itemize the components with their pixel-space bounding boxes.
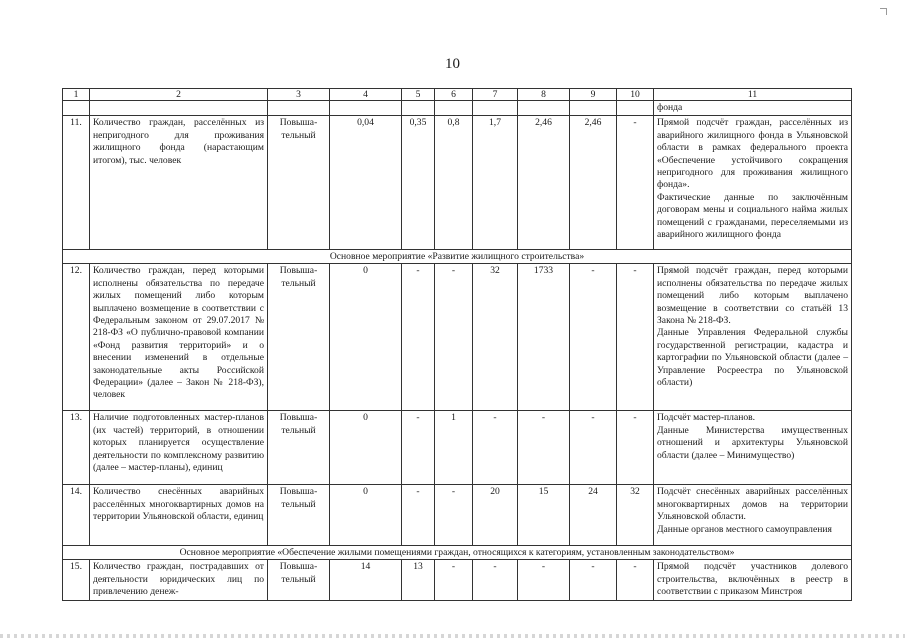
table-cell: - bbox=[617, 560, 654, 600]
table-cell: - bbox=[617, 411, 654, 485]
table-cell bbox=[90, 101, 268, 116]
table-body bbox=[63, 101, 852, 601]
indicators-table bbox=[62, 88, 852, 601]
table-cell: 0,8 bbox=[435, 116, 473, 250]
table-cell: - bbox=[435, 560, 473, 600]
table-cell: фонда bbox=[654, 101, 852, 116]
table-cell: - bbox=[570, 264, 617, 411]
table-cell: 0 bbox=[330, 485, 402, 546]
header-cell: 9 bbox=[570, 89, 617, 101]
section-title: Основное мероприятие «Обеспечение жилыми помещениями граждан, относящихся к категориям, установленным законодательством» bbox=[63, 546, 852, 560]
table-cell: 1,7 bbox=[473, 116, 518, 250]
table-cell: Повыша- тельный bbox=[268, 411, 330, 485]
table-cell: 14 bbox=[330, 560, 402, 600]
header-cell: 4 bbox=[330, 89, 402, 101]
header-cell: 1 bbox=[63, 89, 90, 101]
table-cell: - bbox=[402, 485, 435, 546]
header-cell: 10 bbox=[617, 89, 654, 101]
table-cell: Прямой подсчёт граждан, перед которыми исполнены обязательства по передаче жилых помещений либо которым выплачено возмещение в соответствии со статьёй 13 Закона № 218-ФЗ. Данные Управления Федеральной службы государственной регистрации, кадастра и картографии по Ульяновской области (далее – Управление Росреестра по Ульяновской области) bbox=[654, 264, 852, 411]
table-cell: Повыша- тельный bbox=[268, 485, 330, 546]
table-cell: Количество граждан, перед которыми исполнены обязательства по передаче жилых помещений либо которым выплачено возмещение в соответствии с Федеральным законом от 29.07.2017 № 218-ФЗ «О публично-правовой компании «Фонд развития территорий» и о внесении изменений в отдельные законодательные акты Российской Федерации» (далее – Закон № 218-ФЗ), человек bbox=[90, 264, 268, 411]
table-cell: 0,35 bbox=[402, 116, 435, 250]
table-cell: 14. bbox=[63, 485, 90, 546]
table-cell bbox=[617, 101, 654, 116]
table-cell: 12. bbox=[63, 264, 90, 411]
header-cell: 5 bbox=[402, 89, 435, 101]
table-cell: 11. bbox=[63, 116, 90, 250]
table-cell: Количество граждан, пострадавших от деятельности юридических лиц по привлечению денеж- bbox=[90, 560, 268, 600]
table-cell bbox=[63, 101, 90, 116]
header-cell: 6 bbox=[435, 89, 473, 101]
table-cell: - bbox=[570, 411, 617, 485]
table-cell: 1 bbox=[435, 411, 473, 485]
page-number: 10 bbox=[445, 56, 460, 72]
table-cell: - bbox=[402, 411, 435, 485]
table-cell: - bbox=[617, 116, 654, 250]
table-cell: Наличие подготовленных мастер-планов (их частей) территорий, в отношении которых планируется осуществление деятельности по комплексному развитию (далее – мастер-планы), единиц bbox=[90, 411, 268, 485]
table-cell: Повыша- тельный bbox=[268, 116, 330, 250]
header-cell: 3 bbox=[268, 89, 330, 101]
header-cell: 8 bbox=[518, 89, 570, 101]
header-cell: 7 bbox=[473, 89, 518, 101]
table-cell bbox=[518, 101, 570, 116]
table-cell: - bbox=[617, 264, 654, 411]
table-cell: 1733 bbox=[518, 264, 570, 411]
table-cell: 0 bbox=[330, 264, 402, 411]
table-cell: - bbox=[402, 264, 435, 411]
table-cell: 20 bbox=[473, 485, 518, 546]
table-cell: 0 bbox=[330, 411, 402, 485]
table-cell: Количество снесённых аварийных расселённых многоквартирных домов на территории Ульяновской области, единиц bbox=[90, 485, 268, 546]
table-cell: Повыша- тельный bbox=[268, 264, 330, 411]
scan-artifact bbox=[0, 634, 905, 638]
table-cell: Прямой подсчёт граждан, расселённых из аварийного жилищного фонда в Ульяновской области в рамках федерального проекта «Обеспечение устойчивого сокращения непригодного для проживания жилищного фонда». Фактические данные по заключённым договорам мены и социального найма жилых помещений с гражданами, переселяемыми из аварийного жилищного фонда bbox=[654, 116, 852, 250]
table-cell: Подсчёт мастер-планов. Данные Министерства имущественных отношений и архитектуры Ульяновской области (далее – Минимущество) bbox=[654, 411, 852, 485]
table-cell: Подсчёт снесённых аварийных расселённых многоквартирных домов на территории Ульяновской области. Данные органов местного самоуправления bbox=[654, 485, 852, 546]
table-row bbox=[63, 101, 852, 116]
corner-mark bbox=[880, 8, 887, 15]
table-cell: - bbox=[435, 485, 473, 546]
table-cell: Прямой подсчёт участников долевого строительства, включённых в реестр в соответствии с приказом Минстроя bbox=[654, 560, 852, 600]
table-row bbox=[63, 264, 852, 411]
section-row bbox=[63, 546, 852, 560]
table-cell: - bbox=[518, 560, 570, 600]
table-cell: - bbox=[518, 411, 570, 485]
table-cell bbox=[330, 101, 402, 116]
table-cell: 2,46 bbox=[518, 116, 570, 250]
table-row bbox=[63, 116, 852, 250]
table-cell: 24 bbox=[570, 485, 617, 546]
header-cell: 2 bbox=[90, 89, 268, 101]
table-cell: - bbox=[473, 560, 518, 600]
table-cell: 13. bbox=[63, 411, 90, 485]
table-cell: - bbox=[473, 411, 518, 485]
table-cell: 13 bbox=[402, 560, 435, 600]
table-cell: - bbox=[435, 264, 473, 411]
table-row bbox=[63, 485, 852, 546]
table-cell bbox=[268, 101, 330, 116]
table-cell: 15. bbox=[63, 560, 90, 600]
section-title: Основное мероприятие «Развитие жилищного строительства» bbox=[63, 250, 852, 264]
table-row bbox=[63, 560, 852, 600]
table-cell: Повыша- тельный bbox=[268, 560, 330, 600]
table-cell: 15 bbox=[518, 485, 570, 546]
table-cell bbox=[402, 101, 435, 116]
table-cell bbox=[435, 101, 473, 116]
table-cell: 2,46 bbox=[570, 116, 617, 250]
table-cell bbox=[473, 101, 518, 116]
table-cell: Количество граждан, расселённых из непригодного для проживания жилищного фонда (нарастающим итогом), тыс. человек bbox=[90, 116, 268, 250]
table-cell: 0,04 bbox=[330, 116, 402, 250]
table-row bbox=[63, 411, 852, 485]
table-cell bbox=[570, 101, 617, 116]
header-cell: 11 bbox=[654, 89, 852, 101]
table-cell: 32 bbox=[617, 485, 654, 546]
header-row bbox=[63, 89, 852, 101]
table-cell: 32 bbox=[473, 264, 518, 411]
table-cell: - bbox=[570, 560, 617, 600]
section-row bbox=[63, 250, 852, 264]
